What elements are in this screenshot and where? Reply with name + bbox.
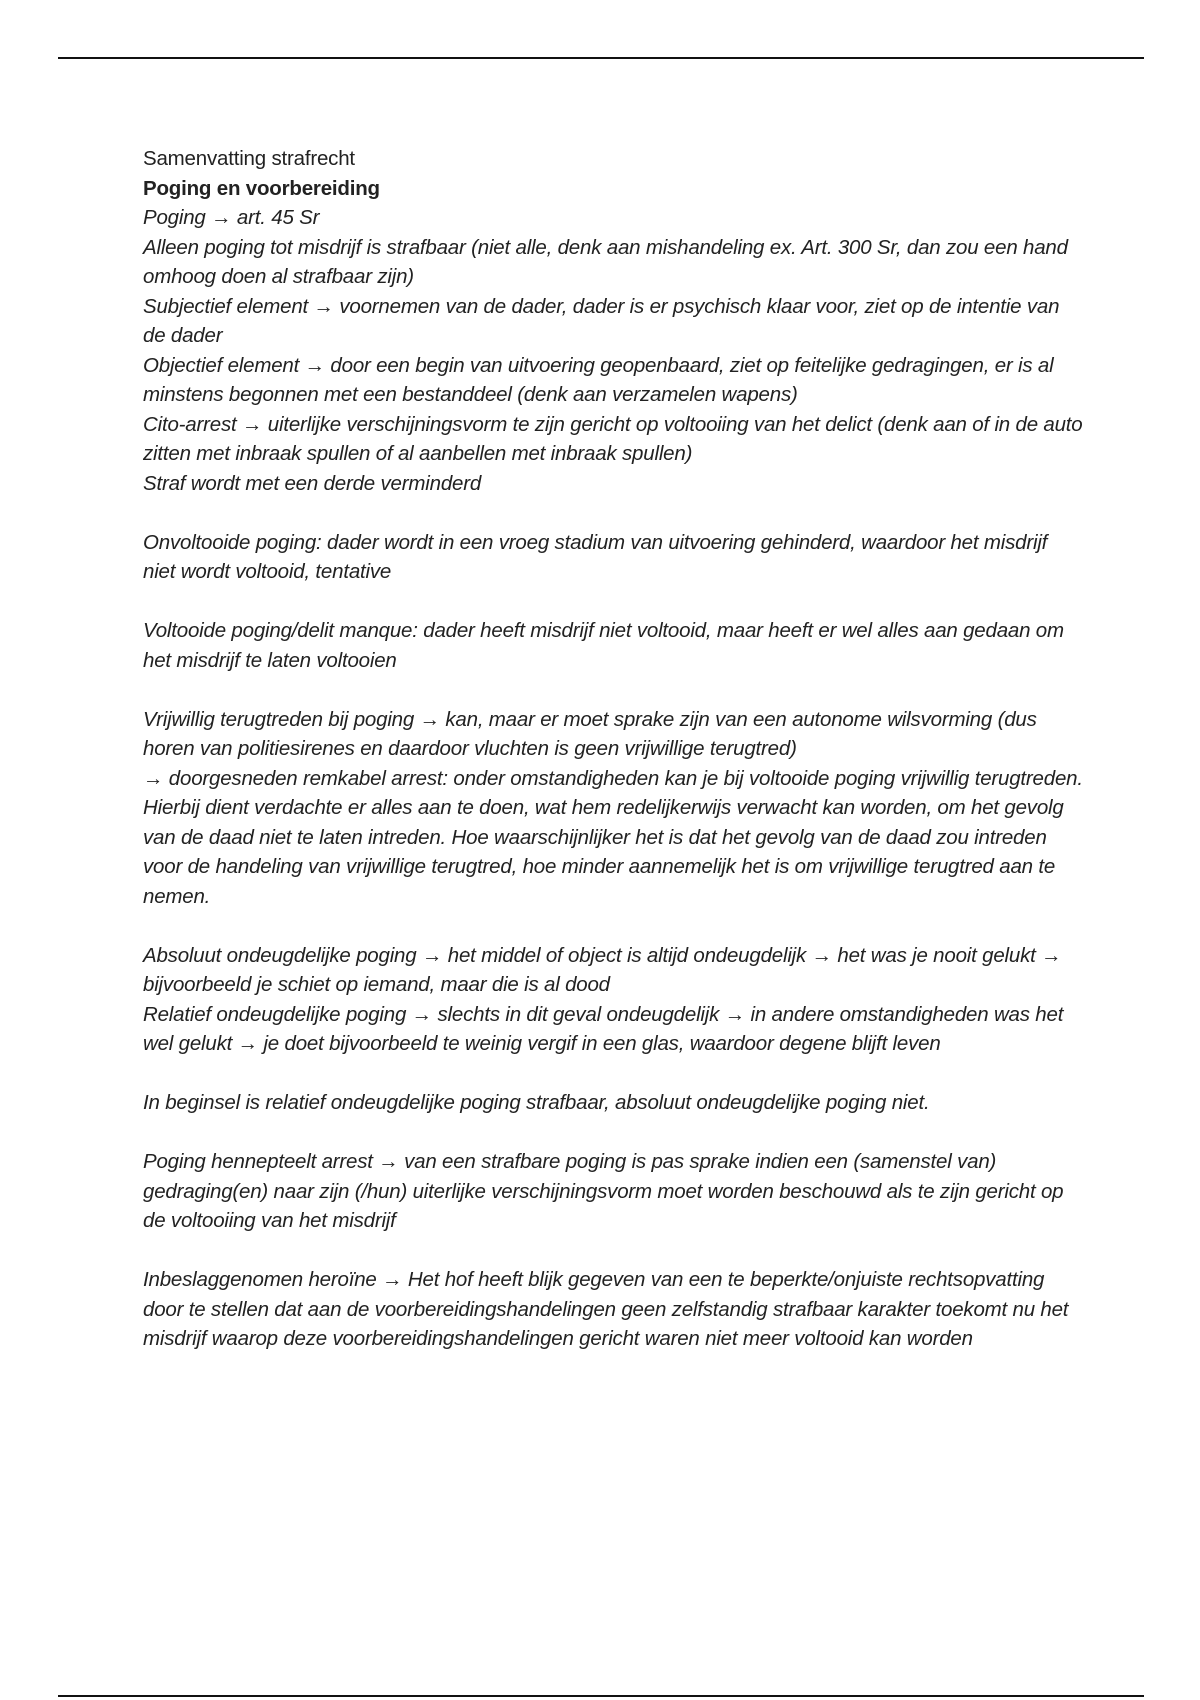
paragraph-vrijwillig-terugtreden: Vrijwillig terugtreden bij poging → kan, maar er moet sprake zijn van een autonome wilsvorming (dus horen van politiesirenes en daardoor vluchten is geen vrijwillige terugtred) — [143, 707, 1037, 760]
paragraph-cito-arrest: Cito-arrest → uiterlijke verschijningsvorm te zijn gericht op voltooiing van het delict (denk aan of in de auto zitten met inbraak spullen of al aanbellen met inbraak spullen) — [143, 412, 1083, 465]
paragraph-relatief-ondeugdelijk: Relatief ondeugdelijke poging → slechts in dit geval ondeugdelijk → in andere omstandigheden was het wel gelukt → je doet bijvoorbeeld te weinig vergif in een glas, waardoor degene blijft leven — [143, 1002, 1064, 1055]
blank-line — [143, 675, 1083, 705]
top-rule — [58, 57, 1144, 59]
paragraph-remkabel-arrest: → doorgesneden remkabel arrest: onder omstandigheden kan je bij voltooide poging vrijwillig terugtreden. Hierbij dient verdachte er alles aan te doen, wat hem redelijkerwijs verwacht kan worden, om het gevolg van de daad niet te laten intreden. Hoe waarschijnlijker het is dat het gevolg van de daad zou intreden voor de handeling van vrijwillige terugtred, hoe minder aannemelijk het is om vrijwillige terugtred aan te nemen. — [143, 766, 1083, 908]
blank-line — [143, 1236, 1083, 1266]
blank-line — [143, 911, 1083, 941]
paragraph-voltooide-poging: Voltooide poging/delit manque: dader heeft misdrijf niet voltooid, maar heeft er wel alles aan gedaan om het misdrijf te laten voltooien — [143, 619, 1064, 672]
paragraph-onvoltooide-poging: Onvoltooide poging: dader wordt in een vroeg stadium van uitvoering gehinderd, waardoor het misdrijf niet wordt voltooid, tentative — [143, 530, 1048, 583]
paragraph-in-beginsel: In beginsel is relatief ondeugdelijke poging strafbaar, absoluut ondeugdelijke poging niet. — [143, 1091, 930, 1114]
paragraph-objectief-element: Objectief element → door een begin van uitvoering geopenbaard, ziet op feitelijke gedragingen, er is al minstens begonnen met een bestanddeel (denk aan verzamelen wapens) — [143, 353, 1054, 406]
bottom-rule — [58, 1695, 1144, 1697]
blank-line — [143, 498, 1083, 528]
paragraph-straf: Straf wordt met een derde verminderd — [143, 471, 482, 495]
section-heading: Poging en voorbereiding — [143, 176, 380, 200]
blank-line — [143, 1118, 1083, 1148]
paragraph-subjectief-element: Subjectief element → voornemen van de dader, dader is er psychisch klaar voor, ziet op de intentie van de dader — [143, 294, 1060, 347]
paragraph-inbeslaggenomen-heroine: Inbeslaggenomen heroïne → Het hof heeft blijk gegeven van een te beperkte/onjuiste rechtsopvatting door te stellen dat aan de voorbereidingshandelingen geen zelfstandig strafbaar karakter toekomt nu het misdrijf waarop deze voorbereidingshandelingen gericht waren niet meer voltooid kan worden — [143, 1268, 1069, 1350]
paragraph-poging: Poging → art. 45 Sr — [143, 206, 320, 229]
paragraph-absoluut-ondeugdelijk: Absoluut ondeugdelijke poging → het middel of object is altijd ondeugdelijk → het was je nooit gelukt → bijvoorbeeld je schiet op iemand, maar die is al dood — [143, 943, 1062, 996]
blank-line — [143, 587, 1083, 617]
document-title: Samenvatting strafrecht — [143, 147, 355, 170]
blank-line — [143, 1059, 1083, 1089]
paragraph-hennepteelt-arrest: Poging hennepteelt arrest → van een strafbare poging is pas sprake indien een (samenstel van) gedraging(en) naar zijn (/hun) uiterlijke verschijningsvorm moet worden beschouwd als te zijn gericht op de voltooiing van het misdrijf — [143, 1150, 1064, 1232]
document-body — [143, 144, 1083, 1354]
paragraph-alleen-poging: Alleen poging tot misdrijf is strafbaar (niet alle, denk aan mishandeling ex. Art. 300 Sr, dan zou een hand omhoog doen al strafbaar zijn) — [143, 235, 1068, 288]
